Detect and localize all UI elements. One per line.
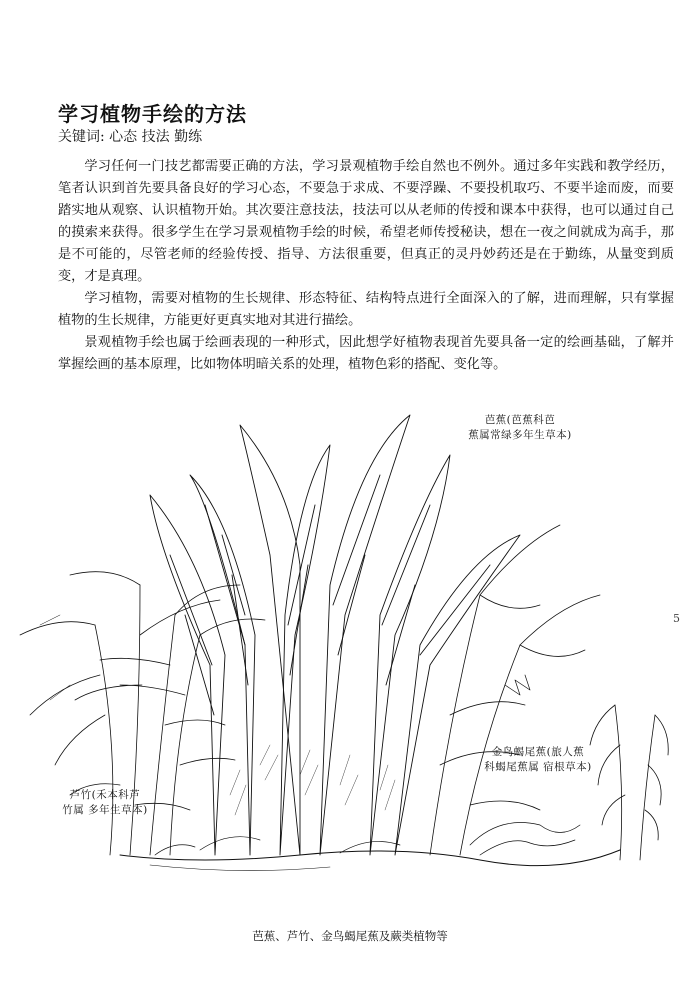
- label-banana-line2: 蕉属常绿多年生草本): [468, 429, 572, 441]
- label-banana: [455, 413, 585, 443]
- label-heliconia-line2: 科蝎尾蕉属 宿根草本): [484, 761, 592, 773]
- plant-sketch-illustration: [0, 385, 700, 925]
- figure-caption: 芭蕉、芦竹、金鸟蝎尾蕉及蕨类植物等: [252, 929, 448, 943]
- label-arundo: [50, 788, 160, 818]
- label-arundo-line2: 竹属 多年生草本): [62, 804, 148, 816]
- fern-base: [155, 823, 580, 856]
- paragraph-1: 学习任何一门技艺都需要正确的方法，学习景观植物手绘自然也不例外。通过多年实践和教学经历，笔者认识到首先要具备良好的学习心态，不要急于求成、不要浮躁、不要投机取巧、不要半途而废，而要踏实地从观察、认识植物开始。其次要注意技法，技法可以从老师的传授和课本中获得，也可以通过自己的摸索来获得。很多学生在学习景观植物手绘的时候，希望老师传授秘诀，想在一夜之间就成为高手，那是不可能的，尽管老师的经验传授、指导、方法很重要，但真正的灵丹妙药还是在于勤练，从量变到质变，才是真理。: [58, 159, 674, 284]
- label-banana-line1: 芭蕉(芭蕉科芭: [484, 414, 556, 426]
- small-sprig: [590, 705, 668, 860]
- page-number: 5: [673, 612, 680, 625]
- keywords-line: 关键词: 心态 技法 勤练: [58, 129, 203, 145]
- body-text: [58, 156, 674, 376]
- banana-leaves: [150, 415, 520, 855]
- paragraph-2: 学习植物，需要对植物的生长规律、形态特征、结构特点进行全面深入的了解，进而理解，只有掌握植物的生长规律，方能更好更真实地对其进行描绘。: [58, 291, 674, 328]
- hatching: [230, 745, 395, 815]
- label-heliconia-line1: 金鸟蝎尾蕉(旅人蕉: [491, 746, 585, 758]
- heliconia-cluster: [430, 525, 600, 855]
- label-arundo-line1: 芦竹(禾本科芦: [69, 789, 141, 801]
- label-heliconia: [468, 745, 608, 775]
- page-title: 学习植物手绘的方法: [58, 102, 247, 126]
- paragraph-3: 景观植物手绘也属于绘画表现的一种形式，因此想学好植物表现首先要具备一定的绘画基础，了解并掌握绘画的基本原理，比如物体明暗关系的处理，植物色彩的搭配、变化等。: [58, 335, 674, 372]
